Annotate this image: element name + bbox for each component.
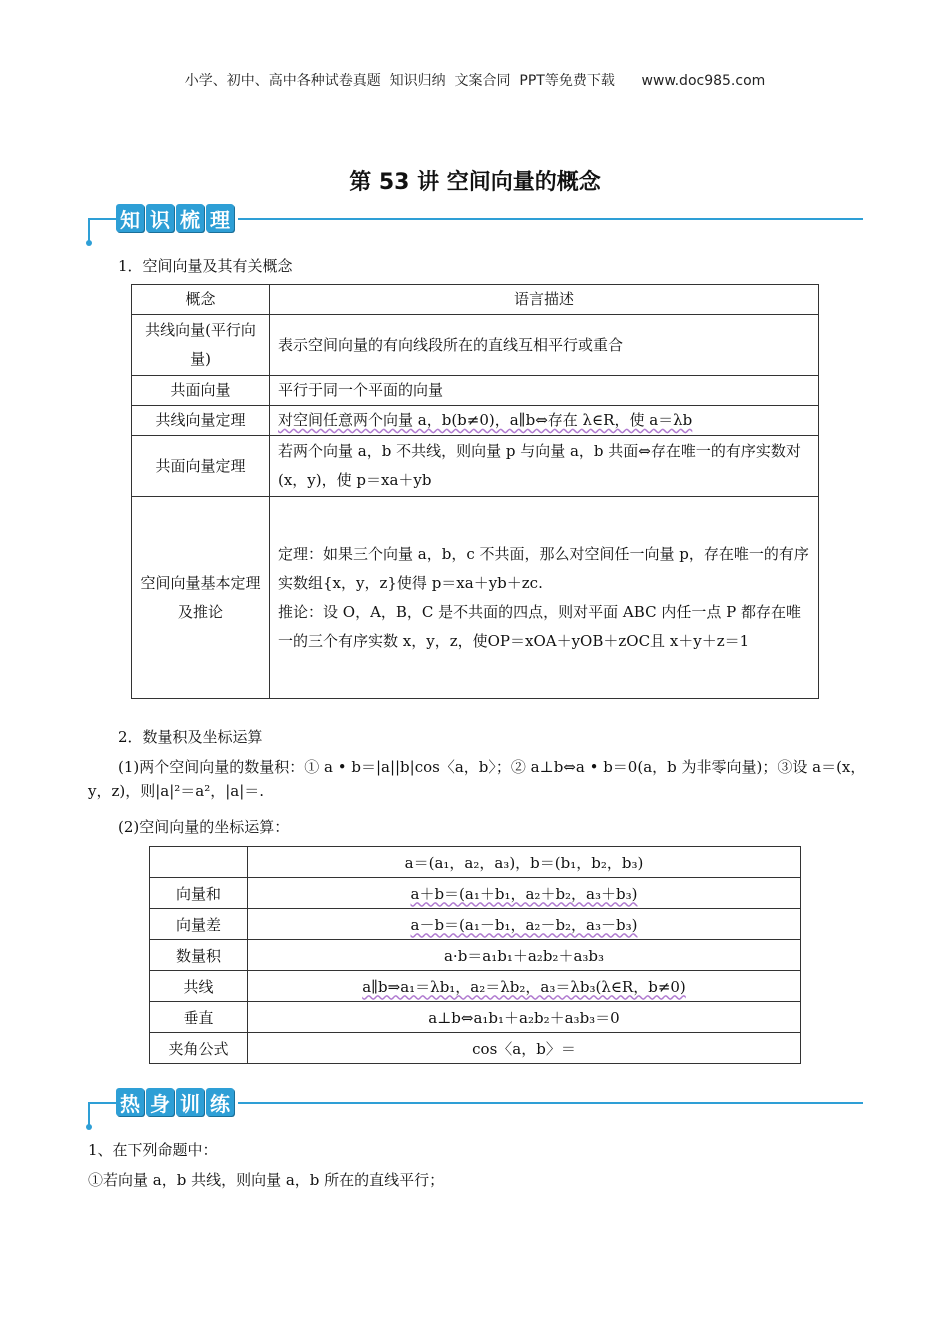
table-row (150, 909, 801, 940)
table-cell-desc (270, 497, 819, 699)
table-cell-label: 向量差 (150, 909, 248, 940)
table-cell-label (150, 847, 248, 878)
banner-char: 识 (146, 204, 174, 232)
table-cell-formula: a·b＝a₁b₁＋a₂b₂＋a₃b₃ (248, 940, 801, 971)
table-cell-desc: 平行于同一个平面的向量 (270, 376, 819, 406)
table-cell-label: 垂直 (150, 1002, 248, 1033)
table-row (132, 285, 819, 315)
table-cell-label: 共线 (150, 971, 248, 1002)
table-row (132, 406, 819, 436)
table-cell-formula: a＋b＝(a₁＋b₁，a₂＋b₂，a₃＋b₃) (248, 878, 801, 909)
table-cell-concept: 空间向量基本定理及推论 (132, 497, 270, 699)
banner-char: 理 (206, 204, 234, 232)
table-cell-label: 数量积 (150, 940, 248, 971)
banner-char: 训 (176, 1088, 204, 1116)
table-cell-desc: 对空间任意两个向量 a，b(b≠0)，a∥b⇔存在 λ∈R，使 a＝λb (270, 406, 819, 436)
table-header-cell: a＝(a₁，a₂，a₃)，b＝(b₁，b₂，b₃) (248, 847, 801, 878)
table-cell-formula: cos〈a，b〉＝ (248, 1033, 801, 1064)
table-row (150, 847, 801, 878)
table-cell-concept: 共面向量 (132, 376, 270, 406)
table-cell-formula: a－b＝(a₁－b₁，a₂－b₂，a₃－b₃) (248, 909, 801, 940)
table-header-cell: 语言描述 (270, 285, 819, 315)
banner-char: 梳 (176, 204, 204, 232)
table-cell-concept: 共线向量(平行向量) (132, 315, 270, 376)
section-banner-knowledge (88, 204, 863, 238)
corollary-text: 推论：设 O，A，B，C 是不共面的四点，则对平面 ABC 内任一点 P 都存在唯一的三个有序实数 x，y，z，使OP＝xOA＋yOB＋zOC且 x＋y＋z＝1 (278, 602, 801, 650)
table-cell-formula: a∥b⇒a₁＝λb₁，a₂＝λb₂，a₃＝λb₃(λ∈R，b≠0) (248, 971, 801, 1002)
concept-table (131, 284, 819, 699)
exercise-question-1: 1、在下列命题中： (88, 1141, 218, 1159)
table-cell-desc: 表示空间向量的有向线段所在的直线互相平行或重合 (270, 315, 819, 376)
banner-char: 练 (206, 1088, 234, 1116)
table-cell-label: 向量和 (150, 878, 248, 909)
table-row (132, 376, 819, 406)
table-row (150, 1033, 801, 1064)
table-cell-formula: a⊥b⇔a₁b₁＋a₂b₂＋a₃b₃＝0 (248, 1002, 801, 1033)
table-row (150, 971, 801, 1002)
part2-heading: 2．数量积及坐标运算 (118, 728, 263, 746)
table-row (132, 315, 819, 376)
coordinate-table (149, 846, 801, 1064)
page-header: 小学、初中、高中各种试卷真题 知识归纳 文案合同 PPT等免费下载 www.doc985.com (184, 73, 766, 89)
table-row (150, 1002, 801, 1033)
exercise-statement-1: ①若向量 a，b 共线，则向量 a，b 所在的直线平行； (88, 1171, 445, 1189)
banner-char: 知 (116, 204, 144, 232)
banner-char: 身 (146, 1088, 174, 1116)
page-title: 第 53 讲 空间向量的概念 (349, 170, 601, 195)
section-banner-warmup (88, 1088, 863, 1122)
table-cell-label: 夹角公式 (150, 1033, 248, 1064)
table-cell-desc: 若两个向量 a，b 不共线，则向量 p 与向量 a，b 共面⇔存在唯一的有序实数对(x，y)，使 p＝xa＋yb (270, 436, 819, 497)
part1-heading: 1．空间向量及其有关概念 (118, 257, 293, 275)
table-header-cell: 概念 (132, 285, 270, 315)
banner-char: 热 (116, 1088, 144, 1116)
part2-paragraph-1: (1)两个空间向量的数量积：① a • b＝|a||b|cos〈a，b〉；② a⊥b⇔a • b＝0(a，b 为非零向量)；③设 a＝(x，y，z)，则|a|²＝a²，|a|＝. (88, 758, 866, 800)
table-cell-concept: 共面向量定理 (132, 436, 270, 497)
table-row (150, 878, 801, 909)
table-row (150, 940, 801, 971)
table-row (132, 436, 819, 497)
theorem-text: 定理：如果三个向量 a，b，c 不共面，那么对空间任一向量 p，存在唯一的有序实数组{x，y，z}使得 p＝xa＋yb＋zc. (278, 544, 809, 592)
part2-paragraph-2: (2)空间向量的坐标运算： (118, 818, 290, 836)
table-cell-concept: 共线向量定理 (132, 406, 270, 436)
table-row (132, 497, 819, 699)
